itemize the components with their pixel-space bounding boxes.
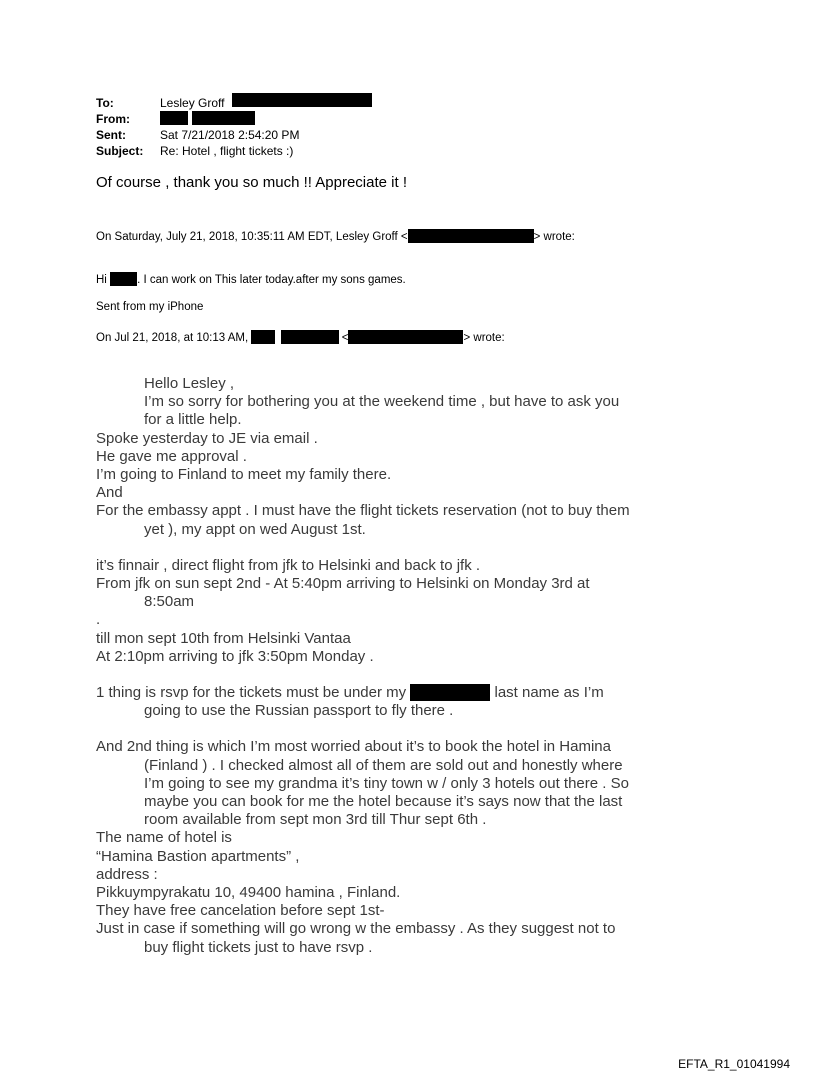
text-line: going to use the Russian passport to fly there . [144, 702, 454, 720]
text-line: And [96, 484, 123, 502]
text-line: address : [96, 865, 158, 883]
text-line: Pikkuympyrakatu 10, 49400 hamina , Finland. [96, 884, 401, 902]
text-line: “Hamina Bastion apartments” , [96, 847, 300, 865]
quote-body-1 [96, 272, 406, 286]
text-line: (Finland ) . I checked almost all of them are sold out and honestly where [144, 756, 623, 774]
redaction-box [192, 111, 255, 125]
letter-body [96, 375, 630, 957]
quote-header-suffix: > wrote: [463, 332, 505, 344]
greeting: Hi [96, 274, 107, 286]
quote-body-text: . I can work on This later today.after my sons games. [137, 274, 406, 286]
redaction-box [160, 111, 188, 125]
redaction-box [408, 229, 534, 243]
redaction-box [410, 684, 490, 701]
text-line: I’m going to see my grandma it’s tiny town w / only 3 hotels out there . So [144, 774, 629, 792]
quote-header-prefix: On Saturday, July 21, 2018, 10:35:11 AM EDT, Lesley Groff < [96, 231, 408, 243]
quote-header-suffix: > wrote: [533, 231, 575, 243]
text-line: room available from sept mon 3rd till Thur sept 6th . [144, 811, 487, 829]
text-line: till mon sept 10th from Helsinki Vantaa [96, 629, 351, 647]
text-line: for a little help. [144, 411, 242, 429]
text-line: The name of hotel is [96, 829, 232, 847]
text-line: They have free cancelation before sept 1st- [96, 902, 385, 920]
redaction-box [232, 93, 372, 107]
text-segment: 1 thing is rsvp for the tickets must be under my [96, 684, 407, 702]
text-segment: last name as I’m [494, 684, 604, 702]
text-line: He gave me approval . [96, 447, 247, 465]
quote-header-2 [96, 330, 505, 344]
redaction-box [251, 330, 275, 344]
text-line: Hello Lesley , [144, 375, 235, 392]
subject-value: Re: Hotel , flight tickets :) [160, 144, 294, 158]
reply-message: Of course , thank you so much !! Appreciate it ! [96, 174, 407, 191]
to-label: To: [96, 96, 114, 110]
document-id: EFTA_R1_01041994 [678, 1057, 790, 1071]
redaction-box [281, 330, 339, 344]
text-line: Spoke yesterday to JE via email . [96, 429, 318, 447]
redaction-box [348, 330, 463, 344]
to-value: Lesley Groff [160, 96, 225, 110]
from-label: From: [96, 112, 130, 126]
quote-lt: < [341, 332, 349, 344]
text-line: it’s finnair , direct flight from jfk to Helsinki and back to jfk . [96, 556, 481, 574]
redaction-box [110, 272, 137, 286]
sent-value: Sat 7/21/2018 2:54:20 PM [160, 128, 300, 142]
signature: Sent from my iPhone [96, 301, 204, 313]
text-line: I’m so sorry for bothering you at the weekend time , but have to ask you [144, 393, 620, 411]
quote-header-1 [96, 229, 575, 243]
text-line: I’m going to Finland to meet my family there. [96, 466, 392, 484]
sent-label: Sent: [96, 128, 126, 142]
text-line: And 2nd thing is which I’m most worried about it’s to book the hotel in Hamina [96, 738, 611, 756]
text-line: 8:50am [144, 593, 195, 611]
text-line: From jfk on sun sept 2nd - At 5:40pm arriving to Helsinki on Monday 3rd at [96, 575, 590, 593]
text-line: yet ), my appt on wed August 1st. [144, 520, 366, 538]
text-line: buy flight tickets just to have rsvp . [144, 938, 373, 956]
text-line: Just in case if something will go wrong w the embassy . As they suggest not to [96, 920, 616, 938]
subject-label: Subject: [96, 144, 144, 158]
text-line: For the embassy appt . I must have the flight tickets reservation (not to buy them [96, 502, 630, 520]
text-line: maybe you can book for me the hotel because it’s says now that the last [144, 793, 623, 811]
quote-header-prefix: On Jul 21, 2018, at 10:13 AM, [96, 332, 249, 344]
text-line [96, 684, 630, 702]
text-line: . [96, 611, 101, 629]
text-line: At 2:10pm arriving to jfk 3:50pm Monday . [96, 647, 374, 665]
